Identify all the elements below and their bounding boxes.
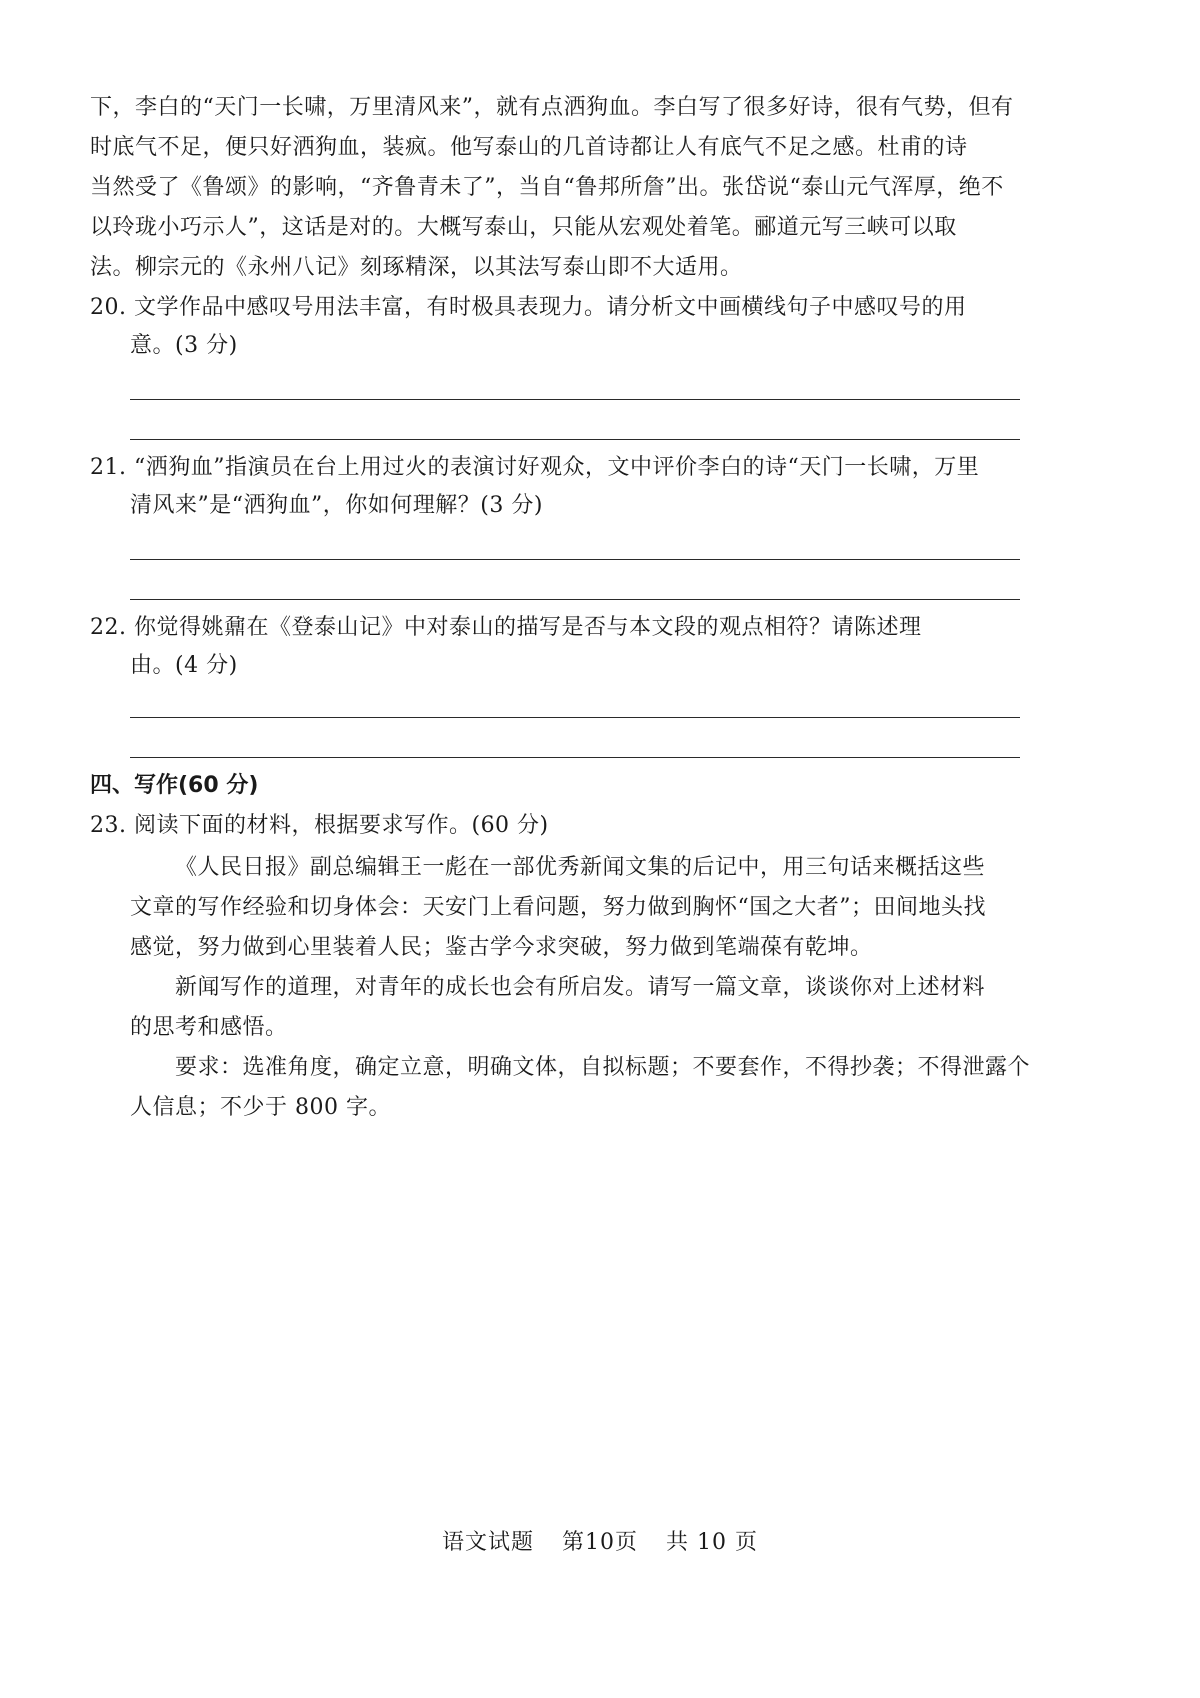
prompt-line: 新闻写作的道理，对青年的成长也会有所启发。请写一篇文章，谈谈你对上述材料	[175, 975, 986, 1000]
section-title-writing: 四、写作(60 分)	[90, 773, 259, 798]
passage-line: 以玲珑小巧示人”，这话是对的。大概写泰山，只能从宏观处着笔。郦道元写三峡可以取	[90, 215, 957, 240]
footer-total-pages: 共 10 页	[666, 1530, 758, 1555]
question-23-stem: 23. 阅读下面的材料，根据要求写作。(60 分)	[90, 813, 549, 838]
page-footer	[0, 1528, 1200, 1558]
footer-subject: 语文试题	[442, 1530, 535, 1555]
requirement-line: 人信息；不少于 800 字。	[130, 1095, 391, 1120]
answer-line-q22-2[interactable]	[130, 757, 1020, 758]
passage-line: 下，李白的“天门一长啸，万里清风来”，就有点洒狗血。李白写了很多好诗，很有气势，但有	[90, 95, 1014, 120]
question-21-stem: 21. “洒狗血”指演员在台上用过火的表演讨好观众，文中评价李白的诗“天门一长啸，万里	[90, 455, 980, 480]
question-22-stem: 22. 你觉得姚鼐在《登泰山记》中对泰山的描写是否与本文段的观点相符？请陈述理	[90, 615, 922, 640]
answer-line-q21-2[interactable]	[130, 599, 1020, 600]
answer-line-q21-1[interactable]	[130, 559, 1020, 560]
question-20-stem: 20. 文学作品中感叹号用法丰富，有时极具表现力。请分析文中画横线句子中感叹号的用	[90, 295, 967, 320]
requirement-line: 要求：选准角度，确定立意，明确文体，自拟标题；不要套作，不得抄袭；不得泄露个	[175, 1055, 1031, 1080]
footer-page-number: 第10页	[562, 1530, 639, 1555]
answer-line-q22-1[interactable]	[130, 717, 1020, 718]
prompt-line: 的思考和感悟。	[130, 1015, 288, 1040]
passage-line: 时底气不足，便只好洒狗血，装疯。他写泰山的几首诗都让人有底气不足之感。杜甫的诗	[90, 135, 968, 160]
passage-line: 当然受了《鲁颂》的影响，“齐鲁青未了”，当自“鲁邦所詹”出。张岱说“泰山元气浑厚，绝不	[90, 175, 1004, 200]
material-line: 感觉，努力做到心里装着人民；鉴古学今求突破，努力做到笔端葆有乾坤。	[130, 935, 873, 960]
answer-line-q20-1[interactable]	[130, 399, 1020, 400]
question-20-stem-cont: 意。(3 分)	[130, 333, 238, 358]
material-line: 《人民日报》副总编辑王一彪在一部优秀新闻文集的后记中，用三句话来概括这些	[175, 855, 986, 880]
answer-line-q20-2[interactable]	[130, 439, 1020, 440]
material-line: 文章的写作经验和切身体会：天安门上看问题，努力做到胸怀“国之大者”；田间地头找	[130, 895, 986, 920]
question-21-stem-cont: 清风来”是“洒狗血”，你如何理解？(3 分)	[130, 493, 543, 518]
passage-line: 法。柳宗元的《永州八记》刻琢精深，以其法写泰山即不大适用。	[90, 255, 743, 280]
question-22-stem-cont: 由。(4 分)	[130, 653, 238, 678]
